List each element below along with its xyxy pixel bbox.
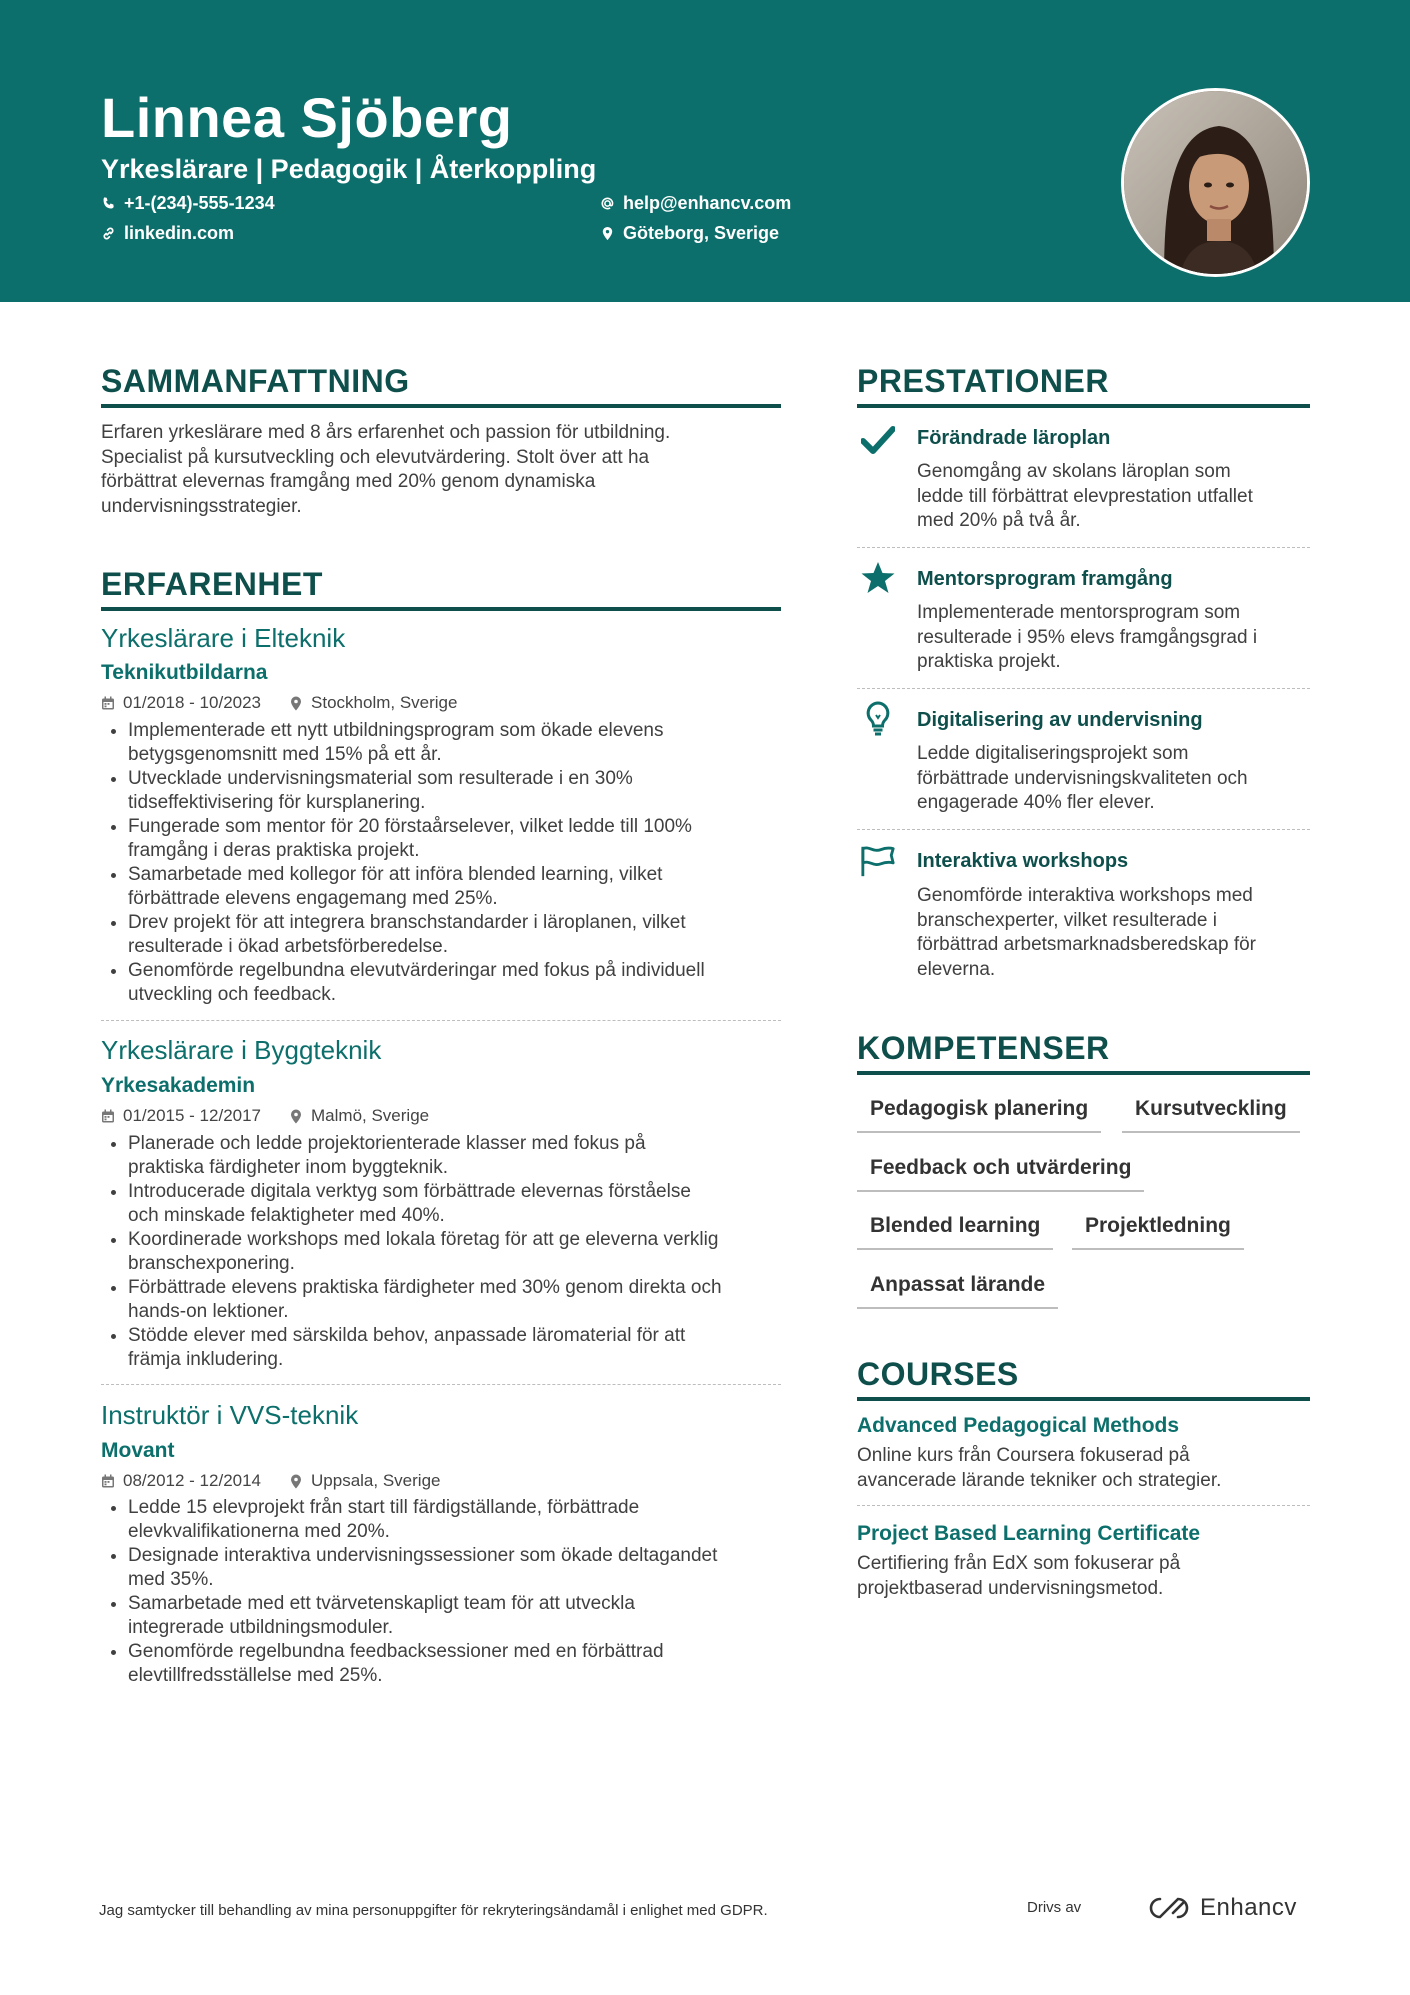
skills-heading: KOMPETENSER <box>857 1028 1310 1075</box>
location-pin-icon <box>600 226 615 241</box>
powered-by-label: Drivs av <box>1027 1899 1082 1916</box>
achievement-title: Digitalisering av undervisning <box>917 709 1203 731</box>
job-meta <box>101 1470 440 1492</box>
check-icon <box>860 422 896 458</box>
enhancv-logo-icon <box>1146 1895 1192 1921</box>
summary-line: förbättrat elevernas framgång med 20% genom dynamiska <box>101 471 596 492</box>
profile-photo <box>1121 88 1310 277</box>
job-bullets <box>101 1132 818 1372</box>
job-bullet: • Ledde 15 elevprojekt från start till färdigställande, förbättrade elevkvalifikationerna med 20%. <box>128 1496 818 1544</box>
achievement-description: Implementerade mentorsprogram som resulterade i 95% elevs framgångsgrad i praktiska projekt. <box>917 602 1258 672</box>
job-bullet: • Koordinerade workshops med lokala företag för att ge eleverna verklig branschexponering. <box>128 1228 818 1276</box>
phone-icon <box>101 196 116 211</box>
gdpr-consent: Jag samtycker till behandling av mina personuppgifter för rekryteringsändamål i enlighet med GDPR. <box>99 1902 768 1919</box>
achievement-divider <box>857 688 1310 689</box>
link-icon <box>101 226 116 241</box>
achievement-divider <box>857 829 1310 830</box>
summary-text <box>101 421 781 519</box>
profile-photo-illustration <box>1124 91 1310 277</box>
job-title: Instruktör i VVS-teknik <box>101 1400 359 1430</box>
contact-linkedin[interactable] <box>101 221 234 245</box>
job-bullet: • Utvecklade undervisningsmaterial som resulterade i en 30% tidseffektivisering för kursplanering. <box>128 767 808 815</box>
enhancv-logo[interactable] <box>1146 1894 1297 1922</box>
lightbulb-icon <box>860 701 896 737</box>
skill-tag: Anpassat lärande <box>857 1271 1058 1309</box>
achievement-title: Interaktiva workshops <box>917 850 1129 872</box>
job-title: Yrkeslärare i Byggteknik <box>101 1035 382 1065</box>
course-description: Certifiering från EdX som fokuserar på projektbaserad undervisningsmetod. <box>857 1553 1181 1599</box>
achievement-title: Förändrade läroplan <box>917 427 1111 449</box>
job-bullet: • Genomförde regelbundna elevutvärderingar med fokus på individuell utveckling och feedback. <box>128 959 808 1007</box>
contact-email[interactable] <box>600 191 791 215</box>
achievement-description: Genomgång av skolans läroplan som ledde till förbättrat elevprestation utfallet med 20% på två år. <box>917 461 1253 531</box>
job-location: Stockholm, Sverige <box>311 693 458 712</box>
at-icon <box>600 196 615 211</box>
calendar-icon <box>101 1109 115 1124</box>
job-bullet: • Fungerade som mentor för 20 förstaårselever, vilket ledde till 100% framgång i deras praktiska projekt. <box>128 815 808 863</box>
job-bullet: • Samarbetade med ett tvärvetenskapligt team för att utveckla integrerade utbildningsmoduler. <box>128 1592 818 1640</box>
company-name: Teknikutbildarna <box>101 661 268 684</box>
company-name: Movant <box>101 1439 175 1462</box>
job-bullets <box>101 719 808 1007</box>
achievement-description: Genomförde interaktiva workshops med branschexperter, vilket resulterade i förbättrad arbetsmarknadsberedskap för eleverna. <box>917 885 1257 980</box>
location-pin-icon <box>289 1109 303 1124</box>
phone-text: +1-(234)-555-1234 <box>124 193 275 213</box>
skill-tag: Projektledning <box>1072 1212 1244 1250</box>
location-pin-icon <box>289 696 303 711</box>
job-bullet: • Stödde elever med särskilda behov, anpassade läromaterial för att främja inkludering. <box>128 1324 818 1372</box>
star-icon <box>860 560 896 596</box>
course-title: Advanced Pedagogical Methods <box>857 1414 1180 1437</box>
location-text: Göteborg, Sverige <box>623 223 780 243</box>
contact-location <box>600 221 779 245</box>
job-dates: 01/2015 - 12/2017 <box>123 1106 262 1125</box>
candidate-tagline: Yrkeslärare | Pedagogik | Återkoppling <box>101 154 597 184</box>
job-bullet: • Designade interaktiva undervisningssessioner som ökade deltagandet med 35%. <box>128 1544 818 1592</box>
summary-line: Erfaren yrkeslärare med 8 års erfarenhet och passion för utbildning. <box>101 422 671 443</box>
achievement-divider <box>857 547 1310 548</box>
job-bullet: • Genomförde regelbundna feedbacksessioner med en förbättrad elevtillfredsställelse med 25%. <box>128 1640 818 1688</box>
course-divider <box>857 1505 1310 1506</box>
achievements-heading: PRESTATIONER <box>857 361 1310 408</box>
job-dates: 08/2012 - 12/2014 <box>123 1471 262 1490</box>
job-bullet: • Samarbetade med kollegor för att införa blended learning, vilket förbättrade elevens engagemang med 25%. <box>128 863 808 911</box>
job-dates: 01/2018 - 10/2023 <box>123 693 262 712</box>
contact-phone[interactable] <box>101 191 275 215</box>
calendar-icon <box>101 1474 115 1489</box>
job-divider <box>101 1020 781 1021</box>
candidate-name: Linnea Sjöberg <box>101 86 513 149</box>
job-bullet: • Förbättrade elevens praktiska färdigheter med 30% genom direkta och hands-on lektioner. <box>128 1276 818 1324</box>
job-location: Uppsala, Sverige <box>311 1471 441 1490</box>
job-bullet: • Drev projekt för att integrera branschstandarder i läroplanen, vilket resulterade i ökad arbetsförberedelse. <box>128 911 808 959</box>
calendar-icon <box>101 696 115 711</box>
job-divider <box>101 1384 781 1385</box>
enhancv-brand-text: Enhancv <box>1200 1894 1297 1921</box>
experience-heading: ERFARENHET <box>101 564 781 611</box>
job-bullets <box>101 1496 818 1688</box>
course-description: Online kurs från Coursera fokuserad på avancerade lärande tekniker och strategier. <box>857 1445 1222 1491</box>
achievement-description: Ledde digitaliseringsprojekt som förbättrade undervisningskvaliteten och engagerade 40% fler elever. <box>917 743 1248 813</box>
courses-heading: COURSES <box>857 1354 1310 1401</box>
job-meta <box>101 1105 429 1127</box>
resume-header <box>0 0 1410 302</box>
summary-heading: SAMMANFATTNING <box>101 361 781 408</box>
job-title: Yrkeslärare i Elteknik <box>101 623 346 653</box>
location-pin-icon <box>289 1474 303 1489</box>
skill-tag: Pedagogisk planering <box>857 1095 1101 1133</box>
skill-tag: Feedback och utvärdering <box>857 1154 1144 1192</box>
skill-tag: Kursutveckling <box>1122 1095 1300 1133</box>
job-meta <box>101 692 457 714</box>
summary-line: Specialist på kursutveckling och elevutvärdering. Stolt över att ha <box>101 446 650 468</box>
job-bullet: • Implementerade ett nytt utbildningsprogram som ökade elevens betygsgenomsnitt med 15% på ett år. <box>128 719 808 767</box>
achievement-title: Mentorsprogram framgång <box>917 568 1173 590</box>
summary-line: undervisningsstrategier. <box>101 495 302 517</box>
email-text: help@enhancv.com <box>623 193 792 213</box>
company-name: Yrkesakademin <box>101 1074 256 1097</box>
job-location: Malmö, Sverige <box>311 1106 430 1125</box>
course-title: Project Based Learning Certificate <box>857 1522 1201 1545</box>
job-bullet: • Planerade och ledde projektorienterade klasser med fokus på praktiska färdigheter inom byggteknik. <box>128 1132 818 1180</box>
linkedin-text: linkedin.com <box>124 223 235 243</box>
flag-icon <box>860 843 896 879</box>
skill-tag: Blended learning <box>857 1212 1053 1250</box>
job-bullet: • Introducerade digitala verktyg som förbättrade elevernas förståelse och minskade felaktigheter med 40%. <box>128 1180 818 1228</box>
